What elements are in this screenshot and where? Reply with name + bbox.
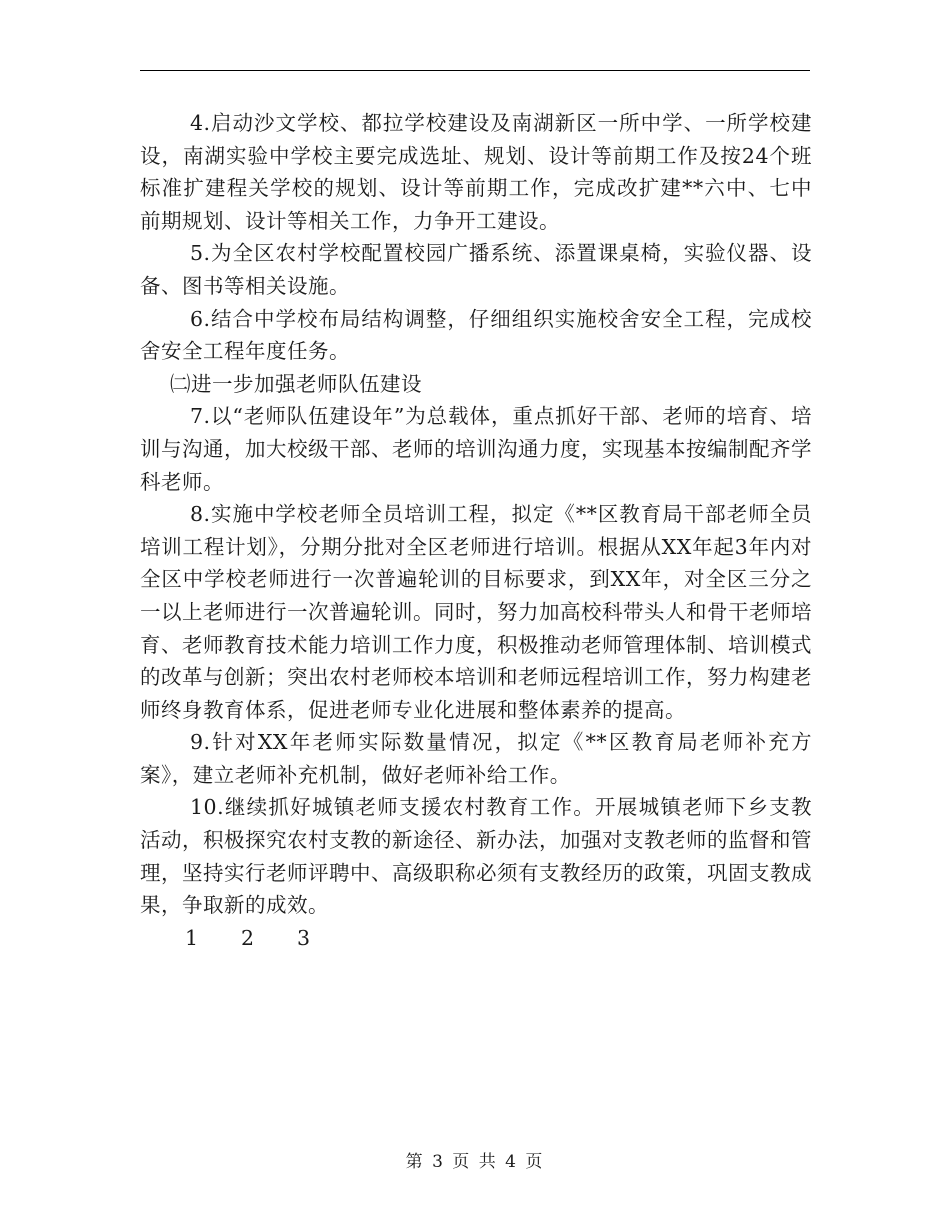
document-body xyxy=(140,107,812,954)
paragraph-5: 5.为全区农村学校配置校园广播系统、添置课桌椅，实验仪器、设备、图书等相关设施。 xyxy=(140,241,812,298)
page-link-2[interactable]: 2 xyxy=(241,925,255,950)
paragraph-4: 4.启动沙文学校、都拉学校建设及南湖新区一所中学、一所学校建设，南湖实验中学校主要完成选址、规划、设计等前期工作及按24个班标准扩建程关学校的规划、设计等前期工作，完成改扩建**六中、七中前期规划、设计等相关工作，力争开工建设。 xyxy=(140,111,812,233)
page-link-3[interactable]: 3 xyxy=(297,925,311,950)
paragraph-9: 9.针对XX年老师实际数量情况，拟定《**区教育局老师补充方案》，建立老师补充机制，做好老师补给工作。 xyxy=(140,730,812,787)
paragraph-7: 7.以“老师队伍建设年”为总载体，重点抓好干部、老师的培育、培训与沟通，加大校级干部、老师的培训沟通力度，实现基本按编制配齐学科老师。 xyxy=(140,404,812,494)
header-rule xyxy=(140,70,810,71)
page-footer: 第 3 页 共 4 页 xyxy=(405,1152,545,1172)
section-heading: ㈡进一步加强老师队伍建设 xyxy=(170,371,422,396)
paragraph-8: 8.实施中学校老师全员培训工程，拟定《**区教育局干部老师全员培训工程计划》，分期分批对全区老师进行培训。根据从XX年起3年内对全区中学校老师进行一次普遍轮训的目标要求，到XX年，对全区三分之一以上老师进行一次普遍轮训。同时，努力加高校科带头人和骨干老师培育、老师教育技术能力培训工作力度，积极推动老师管理体制、培训模式的改革与创新；突出农村老师校本培训和老师远程培训工作，努力构建老师终身教育体系，促进老师专业化进展和整体素养的提高。 xyxy=(140,502,812,722)
page-link-1[interactable]: 1 xyxy=(185,925,199,950)
page-number-links xyxy=(140,922,812,955)
paragraph-10: 10.继续抓好城镇老师支援农村教育工作。开展城镇老师下乡支教活动，积极探究农村支教的新途径、新办法，加强对支教老师的监督和管理，坚持实行老师评聘中、高级职称必须有支教经历的政策，巩固支教成果，争取新的成效。 xyxy=(140,795,812,918)
paragraph-6: 6.结合中学校布局结构调整，仔细组织实施校舍安全工程，完成校舍安全工程年度任务。 xyxy=(140,306,812,364)
